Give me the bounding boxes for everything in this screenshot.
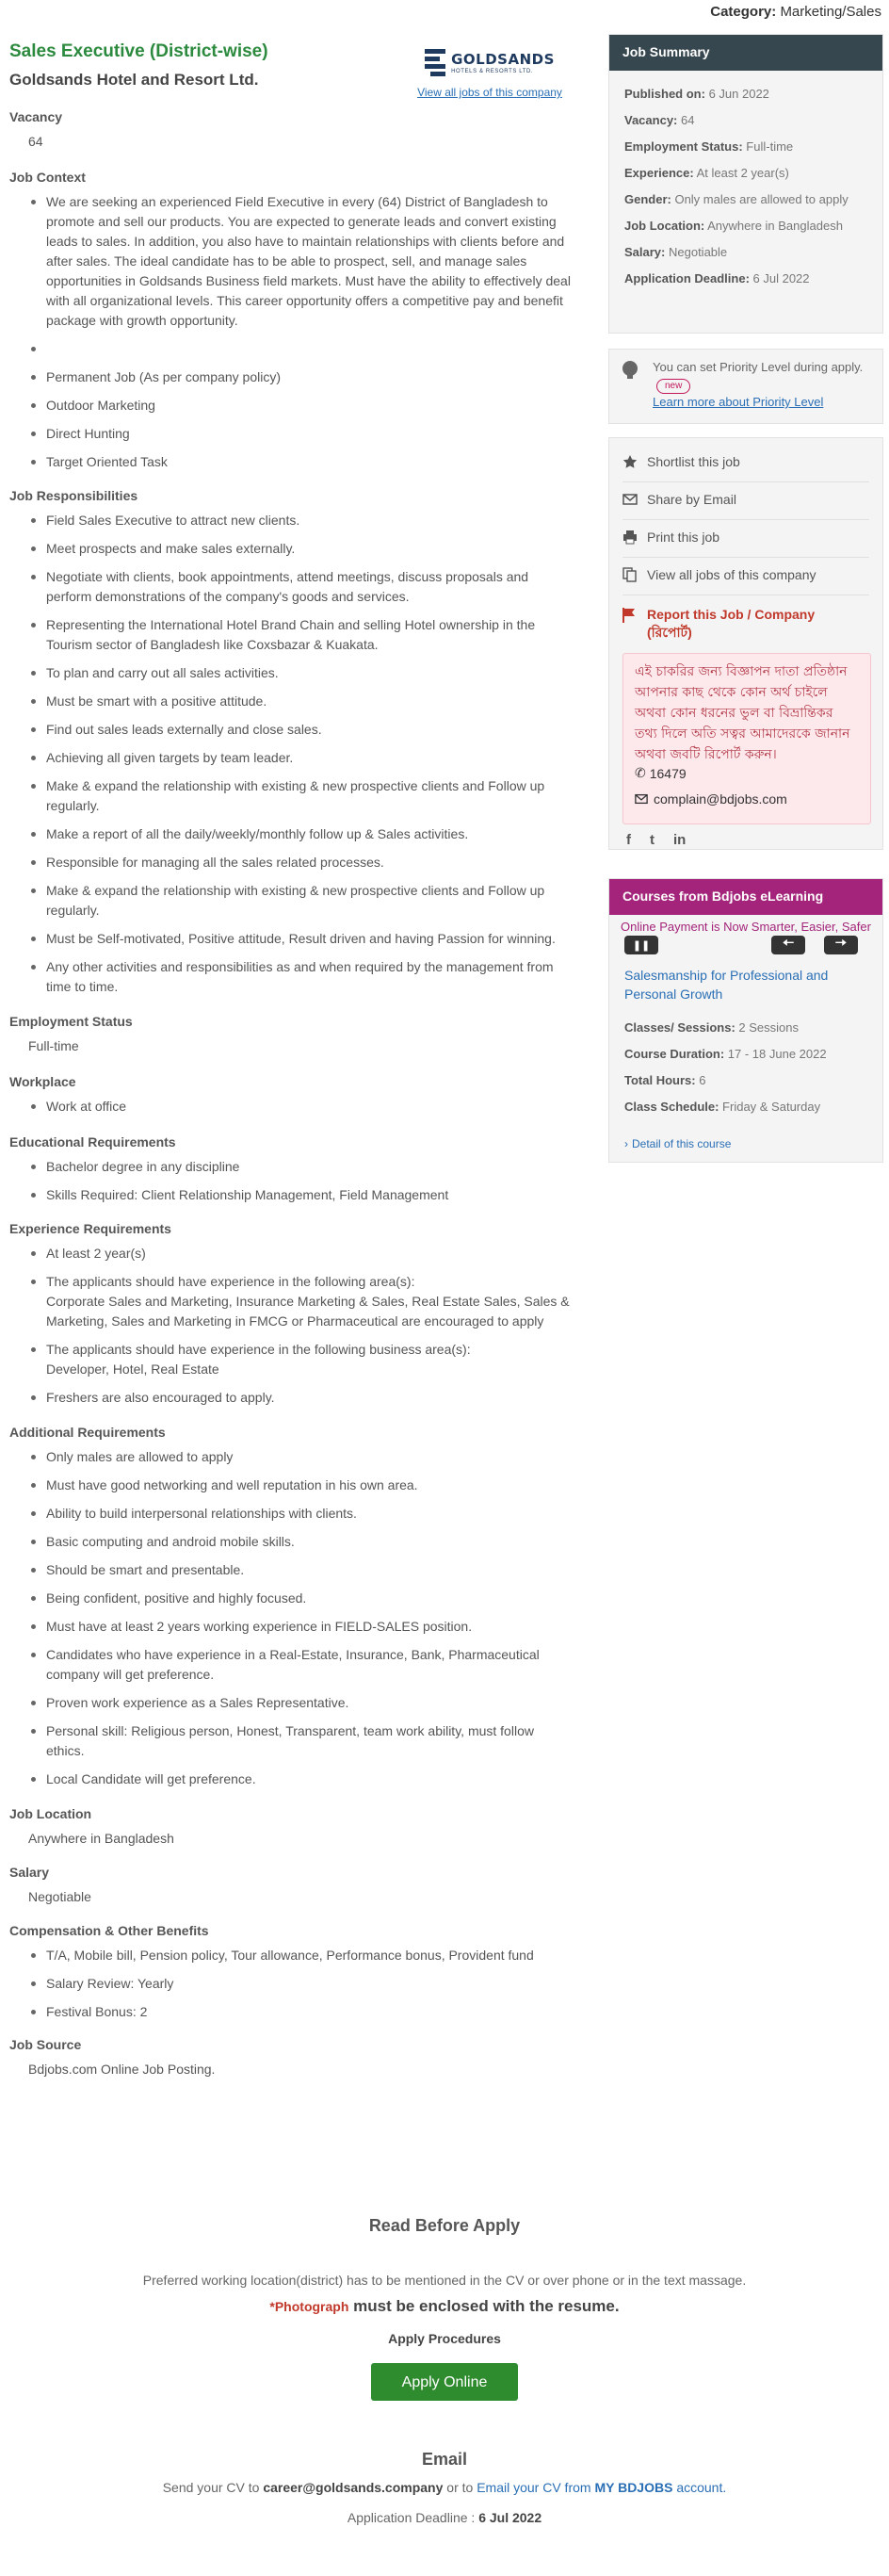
my-bdjobs-label: MY BDJOBS <box>594 2480 673 2495</box>
new-badge: new <box>656 379 690 394</box>
arrow-left-icon: 🠤 <box>782 935 795 952</box>
logo-text-main: GOLDSANDS <box>451 50 555 68</box>
vacancy-section <box>9 107 574 151</box>
workplace-item: Work at office <box>9 1097 574 1117</box>
lightbulb-icon <box>622 361 638 376</box>
job-summary-panel <box>608 34 883 334</box>
responsibility-item: Make & expand the relationship with existing & new prospective clients and Follow up regularly. <box>9 776 574 816</box>
arrow-right-icon: 🠦 <box>834 935 848 952</box>
job-context-list <box>9 192 574 472</box>
responsibility-item: Find out sales leads externally and close sales. <box>9 720 574 740</box>
next-button[interactable] <box>824 936 858 954</box>
category-line <box>710 4 881 20</box>
additional-requirement-item: Must have good networking and well reputation in his own area. <box>9 1475 574 1495</box>
job-summary-heading: Job Summary <box>609 35 882 71</box>
job-title: Sales Executive (District-wise) <box>9 41 268 61</box>
hotline-phone[interactable] <box>635 765 687 781</box>
shortlist-button[interactable] <box>622 451 740 472</box>
responsibility-item: Achieving all given targets by team leader. <box>9 748 574 768</box>
priority-level-panel <box>608 349 883 424</box>
facebook-icon[interactable]: f <box>626 832 631 848</box>
workplace-list <box>9 1097 574 1117</box>
education-list <box>9 1157 574 1205</box>
social-share-bar <box>626 832 686 848</box>
complain-email[interactable] <box>635 791 787 807</box>
summary-row: Experience: At least 2 year(s) <box>624 166 789 180</box>
course-detail-link[interactable] <box>624 1137 731 1150</box>
logo-icon <box>425 47 445 79</box>
copy-icon <box>622 567 638 582</box>
category-label: Category: <box>710 4 777 20</box>
summary-row: Application Deadline: 6 Jul 2022 <box>624 271 810 285</box>
experience-item: Freshers are also encouraged to apply. <box>9 1388 574 1408</box>
additional-requirement-item: Basic computing and android mobile skills. <box>9 1532 574 1552</box>
employment-status-value: Full-time <box>28 1038 79 1053</box>
job-context-item: We are seeking an experienced Field Executive in every (64) District of Bangladesh to promote and sell our products. You are expected to generate leads and convert existing leads to sales. In addition, you also have to maintain relationships with clients before and after sales. The ideal candidate has to be able to prospect, sell, and manage sales opportunities in Goldsands Business field markets. Must have the ability to effectively deal with all organizational levels. This career opportunity offers a competitive pay and benefit package with growth opportunity. <box>9 192 574 331</box>
experience-list <box>9 1244 574 1408</box>
section-heading: Additional Requirements <box>9 1425 166 1440</box>
section-heading: Job Context <box>9 170 86 185</box>
view-all-jobs-link[interactable]: View all jobs of this company <box>417 86 562 99</box>
pause-button[interactable] <box>624 936 658 954</box>
summary-row: Job Location: Anywhere in Bangladesh <box>624 219 843 233</box>
section-heading: Compensation & Other Benefits <box>9 1923 209 1938</box>
additional-requirements-list <box>9 1447 574 1789</box>
responsibility-item: Make & expand the relationship with existing & new prospective clients and Follow up regularly. <box>9 881 574 921</box>
compensation-section <box>9 1921 574 2022</box>
additional-requirement-item: Candidates who have experience in a Real-Estate, Insurance, Bank, Pharmaceutical company will get preference. <box>9 1645 574 1685</box>
shortlist-label: Shortlist this job <box>647 454 740 469</box>
photograph-red: *Photograph <box>269 2299 349 2314</box>
course-detail-row: Class Schedule: Friday & Saturday <box>624 1100 821 1114</box>
job-context-item: Outdoor Marketing <box>9 396 574 416</box>
fraud-notice-text: এই চাকরির জন্য বিজ্ঞাপন দাতা প্রতিষ্ঠান আপনার কাছ থেকে কোন অর্থ চাইলে অথবা কোন ধরনের ভুল বা বিভ্রান্তিকর তথ্য দিলে অতি সত্বর আমাদেরকে জানান অথবা জবটি রিপোর্ট করুন। <box>635 664 850 762</box>
section-heading: Job Location <box>9 1806 92 1821</box>
additional-requirement-item: Only males are allowed to apply <box>9 1447 574 1467</box>
section-heading: Experience Requirements <box>9 1221 171 1236</box>
compensation-item: Festival Bonus: 2 <box>9 2002 574 2022</box>
section-heading: Educational Requirements <box>9 1134 176 1149</box>
job-context-item: Target Oriented Task <box>9 452 574 472</box>
additional-requirement-item: Personal skill: Religious person, Honest, Transparent, team work ability, must follow ethics. <box>9 1721 574 1761</box>
compensation-item: T/A, Mobile bill, Pension policy, Tour allowance, Performance bonus, Provident fund <box>9 1946 574 1965</box>
deadline-line <box>0 2510 889 2525</box>
additional-requirement-item: Ability to build interpersonal relationships with clients. <box>9 1504 574 1524</box>
section-heading: Job Source <box>9 2037 82 2052</box>
additional-requirement-item: Local Candidate will get preference. <box>9 1769 574 1789</box>
responsibility-item: Meet prospects and make sales externally. <box>9 539 574 559</box>
fraud-notice-box <box>622 653 871 824</box>
job-summary-rows <box>609 86 882 287</box>
send-cv-line <box>0 2480 889 2495</box>
apply-procedures-heading: Apply Procedures <box>388 2331 501 2346</box>
responsibility-item: Field Sales Executive to attract new clients. <box>9 511 574 530</box>
share-email-button[interactable] <box>622 489 736 510</box>
salary-value: Negotiable <box>28 1889 91 1904</box>
experience-section <box>9 1219 574 1408</box>
responsibility-item: Any other activities and responsibilities as and when required by the management from time to time. <box>9 957 574 997</box>
read-before-apply <box>0 2216 889 2236</box>
responsibility-item: Must be Self-motivated, Positive attitude, Result driven and having Passion for winning. <box>9 929 574 949</box>
experience-item: The applicants should have experience in the following business area(s): Developer, Hotel, Real Estate <box>9 1340 574 1379</box>
compensation-list <box>9 1946 574 2022</box>
additional-requirement-item: Proven work experience as a Sales Representative. <box>9 1693 574 1713</box>
education-item: Bachelor degree in any discipline <box>9 1157 574 1177</box>
chevron-right-icon: › <box>624 1137 628 1150</box>
additional-requirement-item: Should be smart and presentable. <box>9 1560 574 1580</box>
additional-requirement-item: Must have at least 2 years working experience in FIELD-SALES position. <box>9 1617 574 1637</box>
phone-icon: ✆ <box>635 765 646 780</box>
section-heading: Vacancy <box>9 109 63 124</box>
responsibility-item: To plan and carry out all sales activities. <box>9 663 574 683</box>
apply-online-button[interactable]: Apply Online <box>371 2363 518 2401</box>
read-before-apply-heading: Read Before Apply <box>368 2216 521 2235</box>
share-email-label: Share by Email <box>647 492 736 507</box>
job-details <box>9 40 574 2079</box>
responsibility-item: Negotiate with clients, book appointments, attend meetings, discuss proposals and perform demonstrations of the company's goods and services. <box>9 567 574 607</box>
section-heading: Workplace <box>9 1074 76 1089</box>
experience-item: At least 2 year(s) <box>9 1244 574 1264</box>
priority-text: You can set Priority Level during apply. <box>653 360 864 374</box>
photograph-note <box>0 2297 889 2316</box>
envelope-icon <box>622 492 638 507</box>
summary-row: Vacancy: 64 <box>624 113 695 127</box>
star-icon <box>622 454 638 469</box>
apply-online-wrap <box>0 2363 889 2401</box>
responsibilities-section <box>9 486 574 997</box>
course-detail-row: Total Hours: 6 <box>624 1073 706 1087</box>
responsibility-item: Responsible for managing all the sales related processes. <box>9 853 574 872</box>
job-actions-panel <box>608 437 883 850</box>
category-value: Marketing/Sales <box>780 4 881 20</box>
summary-row: Salary: Negotiable <box>624 245 728 259</box>
job-location-section <box>9 1804 574 1848</box>
education-section <box>9 1133 574 1205</box>
experience-item: The applicants should have experience in the following area(s): Corporate Sales and Marketing, Insurance Marketing & Sales, Real Estate Sales, Sales & Marketing, Sales and Marketing in FMCG or Pharmaceutical are encouraged to apply <box>9 1272 574 1331</box>
employment-status-section <box>9 1012 574 1055</box>
company-email: career@goldsands.company <box>263 2480 444 2495</box>
photograph-rest: must be enclosed with the resume. <box>353 2297 620 2315</box>
complain-email-text: complain@bdjobs.com <box>654 791 787 807</box>
print-job-label: Print this job <box>647 530 720 545</box>
twitter-icon[interactable]: t <box>650 832 655 848</box>
deadline-value: 6 Jul 2022 <box>478 2510 542 2525</box>
additional-requirement-item: Being confident, positive and highly focused. <box>9 1589 574 1608</box>
pause-icon: ❚❚ <box>632 939 651 952</box>
compensation-item: Salary Review: Yearly <box>9 1974 574 1994</box>
view-all-jobs-label: View all jobs of this company <box>647 567 816 582</box>
course-title-link[interactable]: Salesmanship for Professional and Personal Growth <box>624 968 829 1002</box>
additional-requirements-section <box>9 1423 574 1789</box>
company-logo <box>425 47 555 79</box>
summary-row: Employment Status: Full-time <box>624 139 794 154</box>
job-location-value: Anywhere in Bangladesh <box>28 1831 174 1846</box>
vacancy-value: 64 <box>28 134 43 149</box>
hotline-number: 16479 <box>649 765 687 781</box>
flag-icon <box>622 608 636 623</box>
job-context-item <box>9 339 574 359</box>
job-context-section <box>9 168 574 472</box>
send-cv-or: or to <box>446 2480 474 2495</box>
job-context-item: Direct Hunting <box>9 424 574 444</box>
responsibilities-list <box>9 511 574 997</box>
responsibility-item: Representing the International Hotel Brand Chain and selling Hotel ownership in the Tourism sector of Bangladesh like Coxsbazar & Kuakata. <box>9 615 574 655</box>
workplace-section <box>9 1072 574 1117</box>
course-detail-row: Course Duration: 17 - 18 June 2022 <box>624 1047 827 1061</box>
printer-icon <box>622 530 638 545</box>
location-note: Preferred working location(district) has to be mentioned in the CV or over phone or in the text massage. <box>142 2273 747 2288</box>
report-label: Report this Job / Company (রিপোর্ট) <box>647 607 816 640</box>
job-context-item: Permanent Job (As per company policy) <box>9 367 574 387</box>
courses-panel <box>608 878 883 1163</box>
logo-text-sub: HOTELS & RESORTS LTD. <box>451 68 534 74</box>
print-job-button[interactable] <box>622 527 719 547</box>
job-source-section <box>9 2035 574 2079</box>
summary-row: Gender: Only males are allowed to apply <box>624 192 849 206</box>
prev-button[interactable] <box>771 936 805 954</box>
payment-marquee: Online Payment is Now Smarter, Easier, Safer <box>621 920 871 934</box>
course-detail-row: Classes/ Sessions: 2 Sessions <box>624 1020 799 1035</box>
section-heading: Employment Status <box>9 1014 133 1029</box>
course-detail-label: Detail of this course <box>632 1137 732 1150</box>
priority-learn-more-link[interactable]: Learn more about Priority Level <box>653 395 824 409</box>
education-item: Skills Required: Client Relationship Management, Field Management <box>9 1185 574 1205</box>
responsibility-item: Must be smart with a positive attitude. <box>9 692 574 711</box>
job-source-value: Bdjobs.com Online Job Posting. <box>28 2062 216 2077</box>
email-cv-link[interactable]: Email your CV from MY BDJOBS account. <box>477 2480 727 2495</box>
envelope-icon <box>635 793 648 805</box>
report-job-link[interactable] <box>622 606 854 642</box>
courses-heading: Courses from Bdjobs eLearning <box>609 879 882 915</box>
section-heading: Salary <box>9 1865 50 1880</box>
salary-section <box>9 1863 574 1906</box>
deadline-label: Application Deadline : <box>347 2510 476 2525</box>
email-heading: Email <box>421 2450 468 2469</box>
view-all-jobs-button[interactable] <box>622 564 816 585</box>
section-heading: Job Responsibilities <box>9 488 138 503</box>
responsibility-item: Make a report of all the daily/weekly/monthly follow up & Sales activities. <box>9 824 574 844</box>
company-name: Goldsands Hotel and Resort Ltd. <box>9 71 259 89</box>
send-cv-prefix: Send your CV to <box>162 2480 260 2495</box>
company-logo-block <box>414 47 565 99</box>
linkedin-icon[interactable]: in <box>673 832 687 848</box>
summary-row: Published on: 6 Jun 2022 <box>624 87 769 101</box>
